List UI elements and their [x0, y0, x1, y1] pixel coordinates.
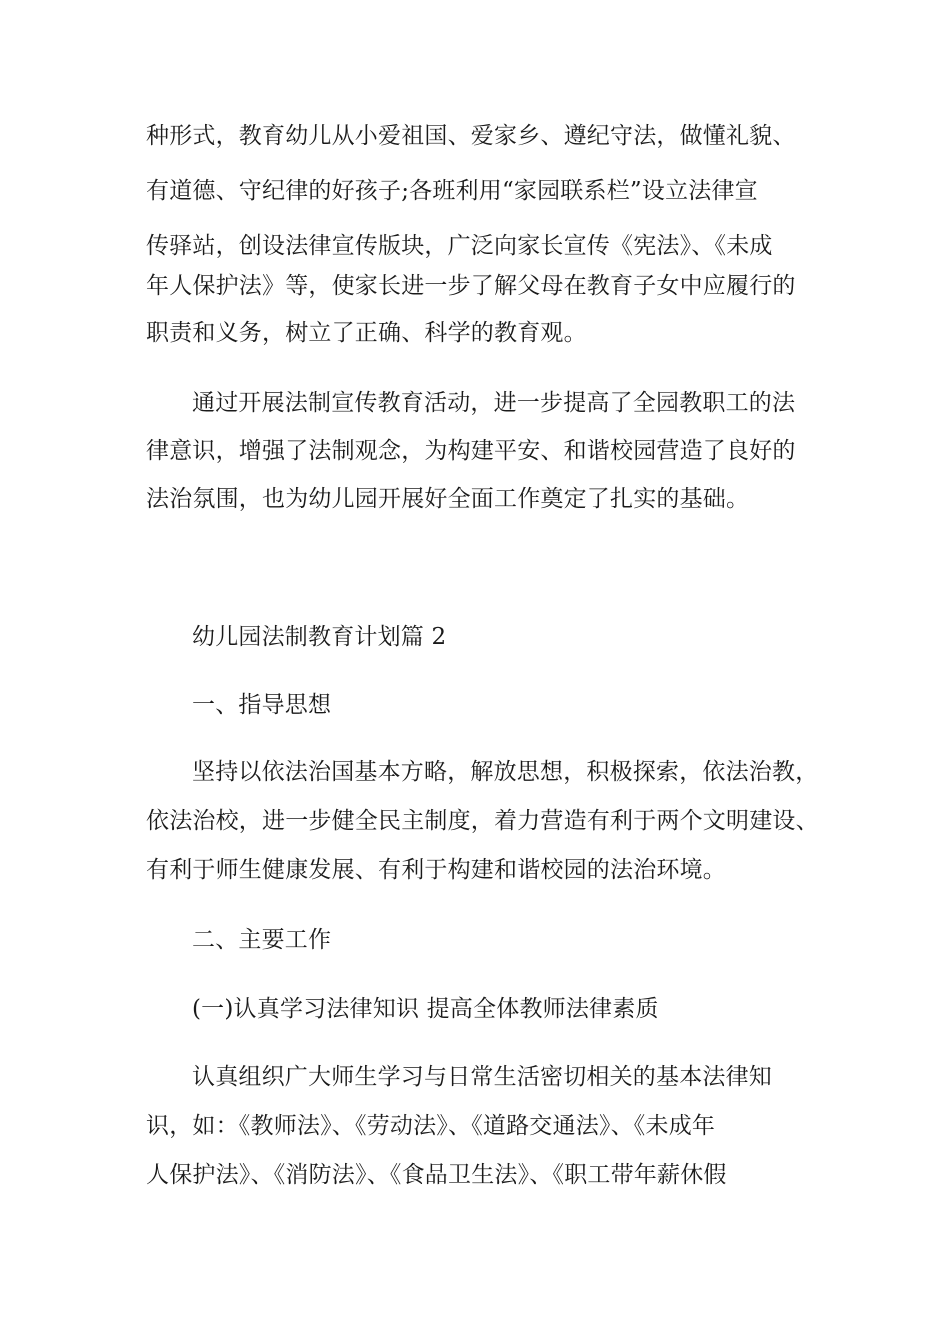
paragraph-4-line-3: 人保护法》、《消防法》、《食品卫生法》、《职工带年薪休假 [146, 1162, 727, 1188]
paragraph-2-line-1: 通过开展法制宣传教育活动，进一步提高了全园教职工的法 [192, 390, 796, 416]
paragraph-4-line-1: 认真组织广大师生学习与日常生活密切相关的基本法律知 [192, 1064, 772, 1090]
paragraph-3-line-1: 坚持以依法治国基本方略，解放思想，积极探索，依法治教， [192, 759, 819, 785]
heading-guiding-thought: 一、指导思想 [192, 692, 332, 718]
paragraph-3-line-2: 依法治校，进一步健全民主制度，着力营造有利于两个文明建设、 [146, 808, 819, 834]
paragraph-3-line-3: 有利于师生健康发展、有利于构建和谐校园的法治环境。 [146, 857, 726, 883]
heading-main-work: 二、主要工作 [192, 927, 332, 953]
paragraph-1-line-3: 传驿站，创设法律宣传版块，广泛向家长宣传《宪法》、《未成 [146, 233, 773, 259]
paragraph-1-line-4: 年人保护法》等，使家长进一步了解父母在教育子女中应履行的 [146, 273, 796, 299]
subheading-study-law: (一)认真学习法律知识 提高全体教师法律素质 [192, 996, 659, 1022]
paragraph-1-line-5: 职责和义务，树立了正确、科学的教育观。 [146, 320, 587, 346]
paragraph-4-line-2: 识，如：《教师法》、《劳动法》、《道路交通法》、《未成年 [146, 1113, 716, 1139]
paragraph-2-line-3: 法治氛围，也为幼儿园开展好全面工作奠定了扎实的基础。 [146, 486, 750, 512]
section-title: 幼儿园法制教育计划篇 2 [192, 624, 447, 650]
paragraph-1-line-2: 有道德、守纪律的好孩子;各班利用“家园联系栏”设立法律宣 [146, 178, 758, 204]
paragraph-1-line-1: 种形式，教育幼儿从小爱祖国、爱家乡、遵纪守法，做懂礼貌、 [146, 123, 796, 149]
paragraph-2-line-2: 律意识，增强了法制观念，为构建平安、和谐校园营造了良好的 [146, 438, 796, 464]
